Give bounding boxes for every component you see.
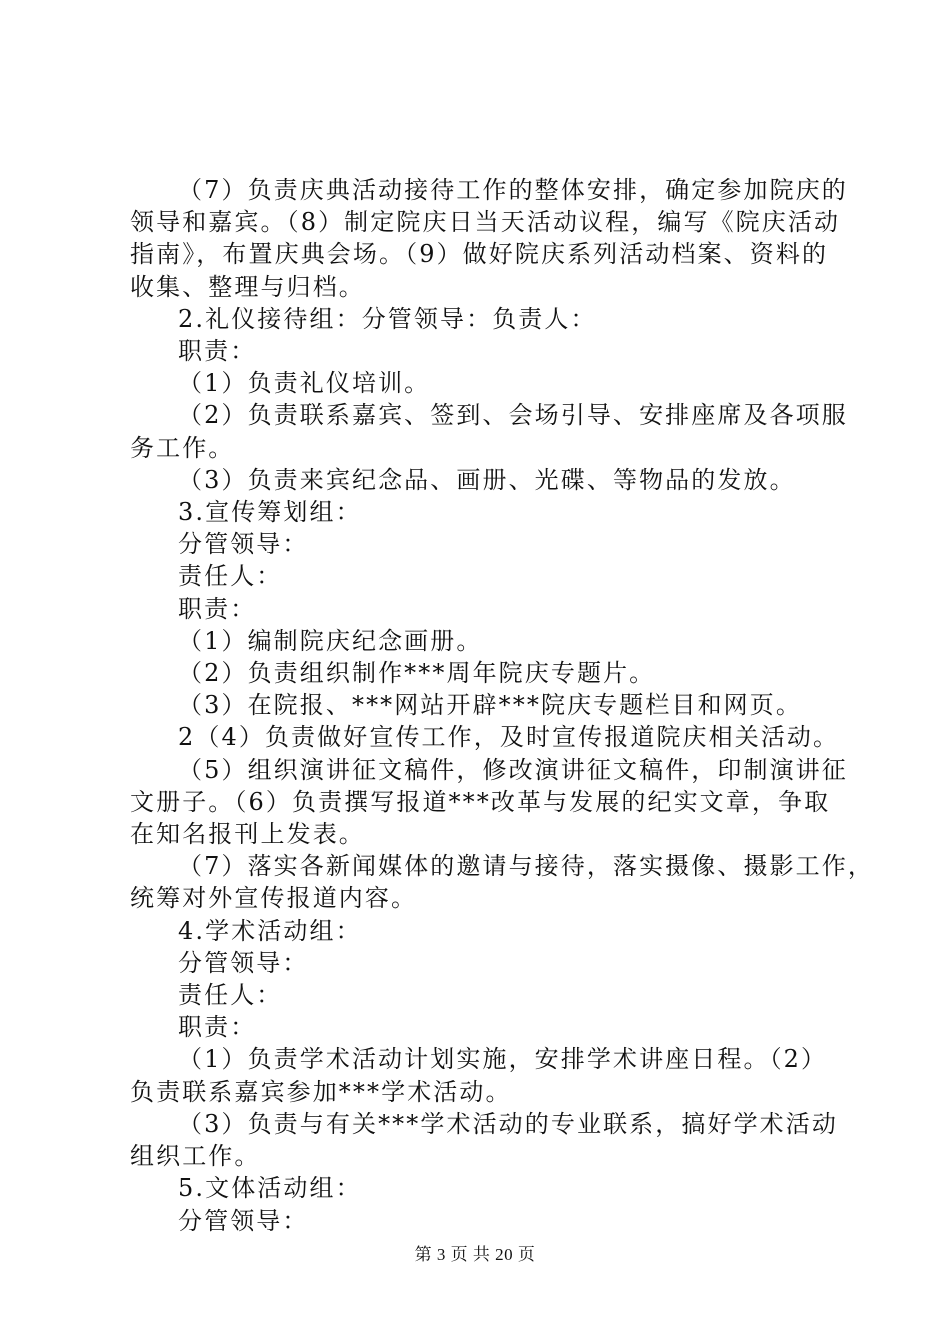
text-line: （7）落实各新闻媒体的邀请与接待，落实摄像、摄影工作， xyxy=(178,852,874,881)
text-line: 在知名报刊上发表。 xyxy=(130,820,365,849)
text-line: 分管领导： xyxy=(178,948,309,977)
text-line: 领导和嘉宾。（8）制定院庆日当天活动议程，编写《院庆活动 xyxy=(130,208,841,237)
text-line: （1）编制院庆纪念画册。 xyxy=(178,626,483,655)
text-line: 文册子。（6）负责撰写报道***改革与发展的纪实文章，争取 xyxy=(130,787,831,816)
text-line: 4.学术活动组： xyxy=(178,916,362,945)
text-line: （7）负责庆典活动接待工作的整体安排，确定参加院庆的 xyxy=(178,176,848,204)
text-line: （1）负责学术活动计划实施，安排学术讲座日程。（2） xyxy=(178,1045,828,1074)
text-line: 2（4）负责做好宣传工作，及时宣传报道院庆相关活动。 xyxy=(178,723,840,752)
text-line: （3）负责来宾纪念品、画册、光碟、等物品的发放。 xyxy=(178,465,796,494)
text-line: 职责： xyxy=(178,594,257,623)
text-line: 3.宣传筹划组： xyxy=(178,498,362,527)
text-line: （2）负责联系嘉宾、签到、会场引导、安排座席及各项服 xyxy=(178,401,848,430)
text-line: 分管领导： xyxy=(178,1206,309,1235)
text-line: 职责： xyxy=(178,337,257,366)
text-line: （1）负责礼仪培训。 xyxy=(178,369,431,398)
text-line: 统筹对外宣传报道内容。 xyxy=(130,884,418,913)
text-line: （3）在院报、***网站开辟***院庆专题栏目和网页。 xyxy=(178,691,802,720)
text-line: 职责： xyxy=(178,1013,257,1042)
text-line: 负责联系嘉宾参加***学术活动。 xyxy=(130,1077,512,1106)
text-line: 指南》，布置庆典会场。（9）做好院庆系列活动档案、资料的 xyxy=(130,240,829,269)
text-line: 收集、整理与归档。 xyxy=(130,272,365,301)
page-number-footer: 第 3 页 共 20 页 xyxy=(414,1245,536,1264)
text-line: 责任人： xyxy=(178,981,283,1010)
text-line: 5.文体活动组： xyxy=(178,1174,362,1203)
document-body xyxy=(130,174,874,1237)
text-line: 组织工作。 xyxy=(130,1142,261,1171)
text-line: 务工作。 xyxy=(130,433,235,462)
text-line: 分管领导： xyxy=(178,530,309,559)
text-line: （5）组织演讲征文稿件，修改演讲征文稿件，印制演讲征 xyxy=(178,755,848,784)
text-line: 责任人： xyxy=(178,562,283,591)
text-line: 2.礼仪接待组：分管领导：负责人： xyxy=(178,304,597,333)
text-line: （2）负责组织制作***周年院庆专题片。 xyxy=(178,659,656,688)
text-line: （3）负责与有关***学术活动的专业联系，搞好学术活动 xyxy=(178,1109,838,1138)
